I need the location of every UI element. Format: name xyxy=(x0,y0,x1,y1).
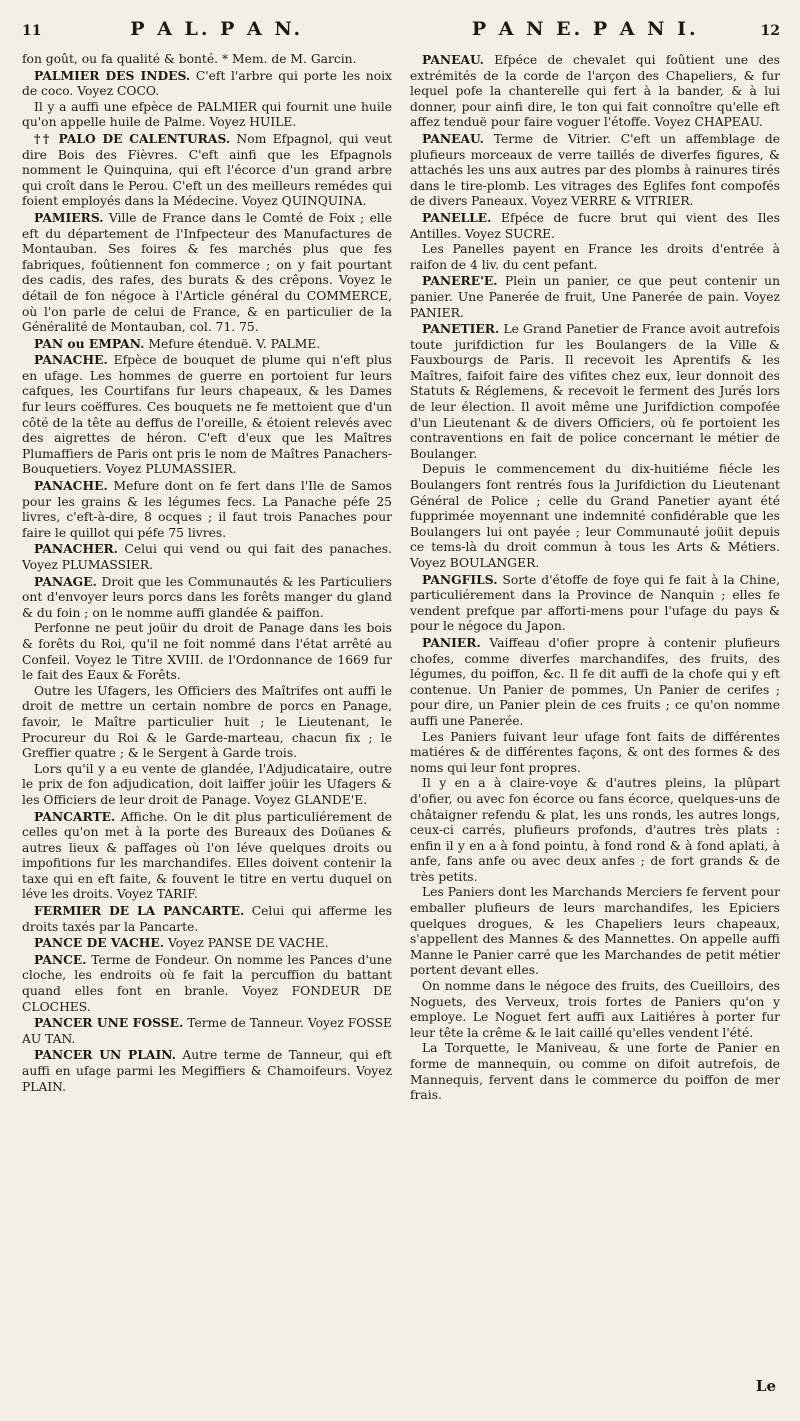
entry-text: fon goût, ou fa qualité & bonté. * Mem. de M. Garcin. xyxy=(22,52,357,66)
dictionary-entry xyxy=(410,242,780,273)
entry-headword: PANCER UNE FOSSE. xyxy=(34,1015,184,1031)
dictionary-entry xyxy=(22,352,392,478)
entry-headword: PALMIER DES INDES. xyxy=(34,67,191,83)
entry-headword: †† PALO DE CALENTURAS. xyxy=(34,130,231,146)
entry-text: On nomme dans le négoce des fruits, des Cueilloirs, des Noguets, des Verveux, trois fortes de Paniers qu'on y employe. Le Noguet fert auffi aux Laitiéres à porter fur leur tête la crême & le lait caillé qu'elles vendent l'été. xyxy=(410,979,780,1040)
dictionary-entry xyxy=(410,730,780,777)
dictionary-entry xyxy=(22,903,392,935)
entry-text: Celui qui vend ou qui fait des panaches. Voyez PLUMASSIER. xyxy=(22,542,392,572)
entry-text: Plein un panier, ce que peut contenir un panier. Une Panerée de fruit, Une Panerée de pain. Voyez PANIER. xyxy=(410,274,780,320)
dictionary-entry xyxy=(22,621,392,683)
entry-text: Sorte d'étoffe de foye qui fe fait à la Chine, particuliérement dans la Province de Nanquin ; elles fe vendent prefque par afforti-mens pour l'ufage du pays & pour le négoce du Japon. xyxy=(410,572,780,634)
dictionary-entry xyxy=(410,635,780,730)
dictionary-entry xyxy=(22,52,392,68)
dictionary-entry xyxy=(22,574,392,622)
dictionary-entry xyxy=(22,684,392,762)
entry-text: C'eft l'arbre qui porte les noix de coco. Voyez COCO. xyxy=(22,68,392,99)
dictionary-entry xyxy=(410,776,780,885)
entry-text: Les Paniers fuivant leur ufage font faits de différentes matiéres & de différentes façons, & ont des formes & des noms qui leur font propres. xyxy=(410,729,780,775)
dictionary-entry xyxy=(22,210,392,336)
dictionary-entry xyxy=(22,336,392,353)
entry-headword: PANIER. xyxy=(422,634,481,650)
dictionary-entry xyxy=(410,1041,780,1103)
entry-headword: PANAGE. xyxy=(34,573,97,589)
right-running-head: P A N E. P A N I. xyxy=(471,18,699,40)
dictionary-entry xyxy=(22,762,392,809)
right-header xyxy=(410,18,780,40)
entry-headword: PANCE DE VACHE. xyxy=(34,935,165,951)
entry-text: Efpèce de bouquet de plume qui n'eft plus en ufage. Les hommes de guerre en portoient fur leurs cafques, les Courtifans fur leurs chapeaux, & les Dames fur leurs coëffures. Ces bouquets ne fe mettoient que d'un côté de la tête au deffus de l'oreille, & étoient relevés avec des aigrettes de héron. C'eft d'eux que les Maîtres Plumaffiers de Paris ont pris le nom de Maîtres Panachers-Bouquetiers. Voyez PLUMASSIER. xyxy=(22,353,392,477)
entry-text: Ville de France dans le Comté de Foix ; elle eft du département de l'Infpecteur des Manufactures de Montauban. Ses foires & fes marchés plus que fes fabriques, foûtiennent fon commerce ; on y fait pourtant des cadis, des rafes, des burats & des crêpons. Voyez le détail de fon négoce à l'Article général du COMMERCE, où l'on parle de celui de France, & en particulier de la Généralité de Montauban, col. 71. 75. xyxy=(22,210,392,335)
dictionary-entry xyxy=(410,462,780,571)
entry-text: Efpéce de fucre brut qui vient des Iles Antilles. Voyez SUCRE. xyxy=(410,210,780,241)
dictionary-entry xyxy=(410,979,780,1041)
dictionary-entry xyxy=(22,131,392,210)
entry-text: Il y en a à claire-voye & d'autres pleins, la plûpart d'ofier, ou avec fon écorce ou fans écorce, quelques-uns de châtaigner refendu & plat, les uns ronds, les autres longs, ceux-ci carrés, plufieurs profonds, d'autres très plats : enfin il y en a à fond pointu, à fond rond & à fond aplati, à anfe, fans anfe ou avec deux anfes ; de fort grands & de très petits. xyxy=(410,776,780,884)
entry-text: Mefure dont on fe fert dans l'Ile de Samos pour les grains & les légumes fecs. La Panache péfe 25 livres, c'eft-à-dire, 8 ocques ; il faut trois Panaches pour faire le quillot qui péfe 75 livres. xyxy=(22,479,392,540)
entry-text: Terme de Fondeur. On nomme les Pances d'une cloche, les endroits où fe fait la percuffion du battant quand elles font en branle. Voyez FONDEUR DE CLOCHES. xyxy=(22,952,392,1014)
entry-headword: PAN ou EMPAN. xyxy=(34,335,145,351)
entry-text: Le Grand Panetier de France avoit autrefois toute jurifdiction fur les Boulangers de la Ville & Fauxbourgs de Paris. Il recevoit les Aprentifs & les Maîtres, faifoit faire des vifites chez eux, leur donnoit des Statuts & Réglemens, & recevoit le ferment des Jurés lors de leur élection. Il avoit même une Jurifdiction compofée d'un Lieutenant & de divers Officiers, où fe portoient les contraventions en fait de police concernant le métier de Boulanger. xyxy=(410,322,780,461)
right-column xyxy=(410,52,780,1104)
dictionary-entry xyxy=(410,131,780,210)
left-running-head: P A L. P A N. xyxy=(130,18,304,40)
dictionary-entry xyxy=(410,572,780,635)
dictionary-entry xyxy=(22,952,392,1015)
entry-text: Mefure étenduë. V. PALME. xyxy=(144,336,321,351)
entry-text: Vaiffeau d'ofier propre à contenir plufieurs chofes, comme diverfes marchandifes, des fruits, des légumes, du poiffon, &c. Il fe dit auffi de la chofe qui y eft contenue. Un Panier de pommes, Un Panier de cerifes ; pour dire, un Panier plein de ces fruits ; ce qu'on nomme auffi une Panerée. xyxy=(410,635,780,728)
page-header xyxy=(22,18,780,52)
dictionary-entry xyxy=(22,1015,392,1047)
entry-text: Les Paniers dont les Marchands Merciers fe fervent pour emballer plufieurs de leurs marchandifes, les Epiciers quelques drogues, & les Chapeliers leurs chapeaux, s'appellent des Mannes & des Mannettes. On appelle auffi Manne le Panier carré que les Marchandes de petit métier portent devant elles. xyxy=(410,885,780,978)
entry-headword: PANCER UN PLAIN. xyxy=(34,1047,176,1063)
dictionary-entry xyxy=(22,935,392,952)
entry-headword: PAMIERS. xyxy=(34,209,104,225)
entry-headword: PANACHER. xyxy=(34,541,118,557)
entry-text: Droit que les Communautés & les Particuliers ont d'envoyer leurs porcs dans les forêts manger du gland & du foin ; on le nomme auffi glandée & paiffon. xyxy=(22,574,392,620)
entry-headword: PANGFILS. xyxy=(422,571,498,587)
entry-text: Outre les Ufagers, les Officiers des Maîtrifes ont auffi le droit de mettre un certain nombre de porcs en Panage, favoir, le Maître particulier huit ; le Lieutenant, le Procureur du Roi & le Garde-marteau, chacun fix ; le Greffier quatre ; & le Sergent à Garde trois. xyxy=(22,683,392,761)
dictionary-entry xyxy=(410,885,780,979)
dictionary-entry xyxy=(22,68,392,100)
dictionary-entry xyxy=(22,541,392,573)
entry-headword: PANELLE. xyxy=(422,209,492,225)
entry-headword: PANETIER. xyxy=(422,321,500,337)
entry-text: Efpéce de chevalet qui foûtient une des extrémités de la corde de l'arçon des Chapeliers, & fur lequel pofe la chanterelle qui fert à la bander, & à lui donner, pour ainfi dire, le ton qui fait connoître qu'elle eft affez tenduë pour faire voguer l'étoffe. Voyez CHAPEAU. xyxy=(410,53,780,130)
entry-headword: PANEAU. xyxy=(422,52,484,67)
entry-text: Les Panelles payent en France les droits d'entrée à raifon de 4 liv. du cent pefant. xyxy=(410,242,780,272)
dictionary-entry xyxy=(22,809,392,904)
dictionary-entry xyxy=(22,1047,392,1095)
right-page-number: 12 xyxy=(760,23,780,39)
entry-text: Terme de Vitrier. C'eft un affemblage de plufieurs morceaux de verre taillés de diverfes figures, & attachés les uns aux autres par des plombs à rainures tirés dans le tire-plomb. Les vitrages des Eglifes font compofés de divers Paneaux. Voyez VERRE & VITRIER. xyxy=(410,131,780,209)
left-header xyxy=(22,18,392,40)
entry-text: Voyez PANSE DE VACHE. xyxy=(164,936,329,951)
entry-headword: PANCARTE. xyxy=(34,808,116,824)
entry-text: Nom Efpagnol, qui veut dire Bois des Fièvres. C'eft ainfi que les Efpagnols nomment le Quinquina, qui eft l'écorce d'un grand arbre qui croît dans le Perou. C'eft un des meilleurs remédes qui foient employés dans la Médecine. Voyez QUINQUINA. xyxy=(22,131,392,209)
entry-headword: PANERE'E. xyxy=(422,273,498,289)
dictionary-entry xyxy=(410,321,780,462)
dictionary-entry xyxy=(410,210,780,242)
entry-headword: PANEAU. xyxy=(422,130,484,146)
entry-text: Depuis le commencement du dix-huitiéme fiécle les Boulangers font rentrés fous la Jurifdiction du Lieutenant Général de Police ; celle du Grand Panetier ayant été fupprimée moyennant une indemnité confidérable que les Boulangers lui ont payée ; leur Communauté joüit depuis ce tems-là du droit commun à tous les Arts & Métiers. Voyez BOULANGER. xyxy=(410,462,780,570)
left-column xyxy=(22,52,392,1104)
dictionary-entry xyxy=(410,273,780,321)
left-page-number: 11 xyxy=(22,23,42,39)
entry-headword: PANACHE. xyxy=(34,478,108,494)
entry-text: Perfonne ne peut joüir du droit de Panage dans les bois & forêts du Roi, qu'il ne foit nommé dans l'état arrêté au Confeil. Voyez le Titre XVIII. de l'Ordonnance de 1669 fur le fait des Eaux & Forêts. xyxy=(22,621,392,683)
entry-text: Terme de Tanneur. Voyez FOSSE AU TAN. xyxy=(22,1016,392,1046)
entry-text: Lors qu'il y a eu vente de glandée, l'Adjudicataire, outre le prix de fon adjudication, doit laiffer joüir les Ufagers & les Officiers de leur droit de Panage. Voyez GLANDE'E. xyxy=(22,761,392,807)
entry-headword: PANACHE. xyxy=(34,352,108,368)
entry-text: Il y a auffi une efpèce de PALMIER qui fournit une huile qu'on appelle huile de Palme. Voyez HUILE. xyxy=(22,99,392,130)
dictionary-entry xyxy=(410,52,780,131)
entry-text: Celui qui afferme les droits taxés par la Pancarte. xyxy=(22,904,392,934)
entry-headword: FERMIER DE LA PANCARTE. xyxy=(34,903,245,919)
entry-text: Autre terme de Tanneur, qui eft auffi en ufage parmi les Megiffiers & Chamoifeurs. Voyez PLAIN. xyxy=(22,1048,392,1094)
dictionary-entry xyxy=(22,478,392,541)
entry-text: Affiche. On le dit plus particuliérement de celles qu'on met à la porte des Bureaux des Doüanes & autres lieux & paffages où l'on léve quelques droits ou impofitions fur les marchandifes. Elles doivent contenir la taxe qui en eft faite, & fouvent le titre en vertu duquel on léve les droits. Voyez TARIF. xyxy=(22,809,392,902)
dictionary-entry xyxy=(22,100,392,131)
text-columns xyxy=(22,52,780,1104)
entry-text: La Torquette, le Maniveau, & une forte de Panier en forme de mannequin, ou comme on difoit autrefois, de Mannequis, fervent dans le commerce du poiffon de mer frais. xyxy=(410,1041,780,1103)
entry-headword: PANCE. xyxy=(34,951,87,967)
catchword: Le xyxy=(755,1377,776,1395)
